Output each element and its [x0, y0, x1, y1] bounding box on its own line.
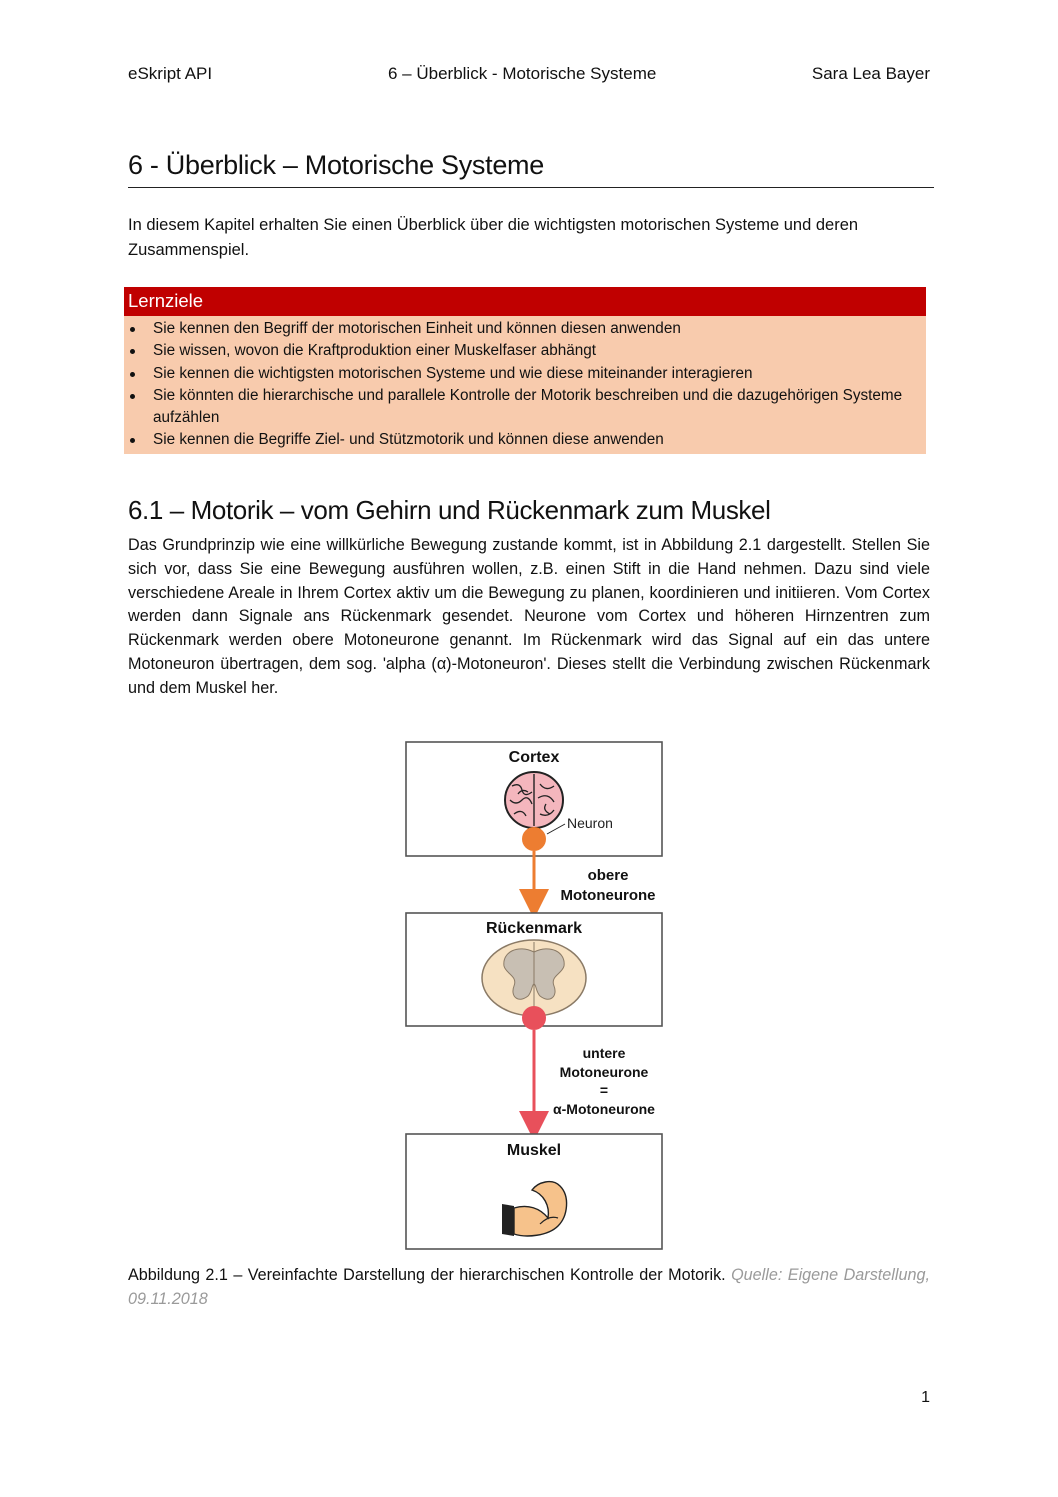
section-paragraph: Das Grundprinzip wie eine willkürliche Bewegung zustande kommt, ist in Abbildung 2.1 dargestellt. Stellen Sie sich vor, dass Sie eine Bewegung ausführen wollen, z.B. einen Stift in die Hand nehmen. Dazu sind viele verschiedene Areale in Ihrem Cortex aktiv um die Bewegung zu planen, koordinieren und initiieren. Vom Cortex werden dann Signale ans Rückenmark gesendet. Neurone vom Cortex und höheren Hirnzentren zum Rückenmark werden obere Motoneurone genannt. Im Rückenmark wird das Signal auf ein das untere Motoneuron übertragen, dem sog. 'alpha (α)-Motoneuron'. Dieses stellt die Verbindung zwischen Rückenmark und dem Muskel her. [128, 536, 930, 697]
arrow2-label-line1: untere [582, 1045, 626, 1061]
arrow1-label-line2: Motoneurone [560, 887, 656, 904]
intro-paragraph: In diesem Kapitel erhalten Sie einen Überblick über die wichtigsten motorischen Systeme und deren Zusammenspiel. [128, 216, 859, 259]
neuron-label: Neuron [567, 815, 613, 831]
figure-caption [128, 1263, 930, 1311]
spinal-cord-icon [482, 940, 586, 1016]
learning-goals-box [124, 287, 926, 454]
cortex-label: Cortex [508, 749, 560, 766]
arrow2-label-line4: α-Motoneurone [553, 1101, 655, 1117]
motor-hierarchy-figure [380, 738, 690, 1258]
learning-goal-item: Sie kennen die wichtigsten motorischen Systeme und wie diese miteinander interagieren [124, 363, 920, 385]
header-center: 6 – Überblick - Motorische Systeme [388, 64, 657, 83]
header-right: Sara Lea Bayer [811, 64, 930, 83]
chapter-title: 6 - Überblick – Motorische Systeme [128, 150, 544, 180]
arrow1-label-line1: obere [587, 867, 629, 884]
brain-icon [505, 772, 563, 828]
page-number: 1 [921, 1389, 930, 1406]
muscle-label: Muskel [506, 1142, 562, 1159]
caption-source: Quelle: Eigene Darstellung, 09.11.2018 [128, 1266, 930, 1308]
lower-neuron-soma [522, 1006, 546, 1030]
spinal-cord-label: Rückenmark [485, 920, 583, 937]
arrow2-label-line2: Motoneurone [559, 1064, 649, 1080]
upper-neuron-soma [522, 827, 546, 851]
learning-goals-list [124, 316, 926, 454]
header-left: eSkript API [128, 64, 213, 83]
title-rule [128, 187, 934, 188]
learning-goal-item: Sie kennen den Begriff der motorischen Einheit und können diesen anwenden [124, 318, 920, 340]
learning-goal-item: Sie wissen, wovon die Kraftproduktion einer Muskelfaser abhängt [124, 340, 920, 362]
caption-text: Abbildung 2.1 – Vereinfachte Darstellung der hierarchischen Kontrolle der Motorik. [128, 1266, 732, 1284]
learning-goal-item: Sie kennen die Begriffe Ziel- und Stützmotorik und können diese anwenden [124, 429, 920, 451]
learning-goals-title: Lernziele [124, 287, 926, 316]
arrow2-label-line3: = [599, 1082, 609, 1098]
section-title: 6.1 – Motorik – vom Gehirn und Rückenmark zum Muskel [128, 495, 771, 525]
learning-goal-item: Sie könnten die hierarchische und parallele Kontrolle der Motorik beschreiben und die dazugehörigen Systeme aufzählen [124, 385, 920, 430]
